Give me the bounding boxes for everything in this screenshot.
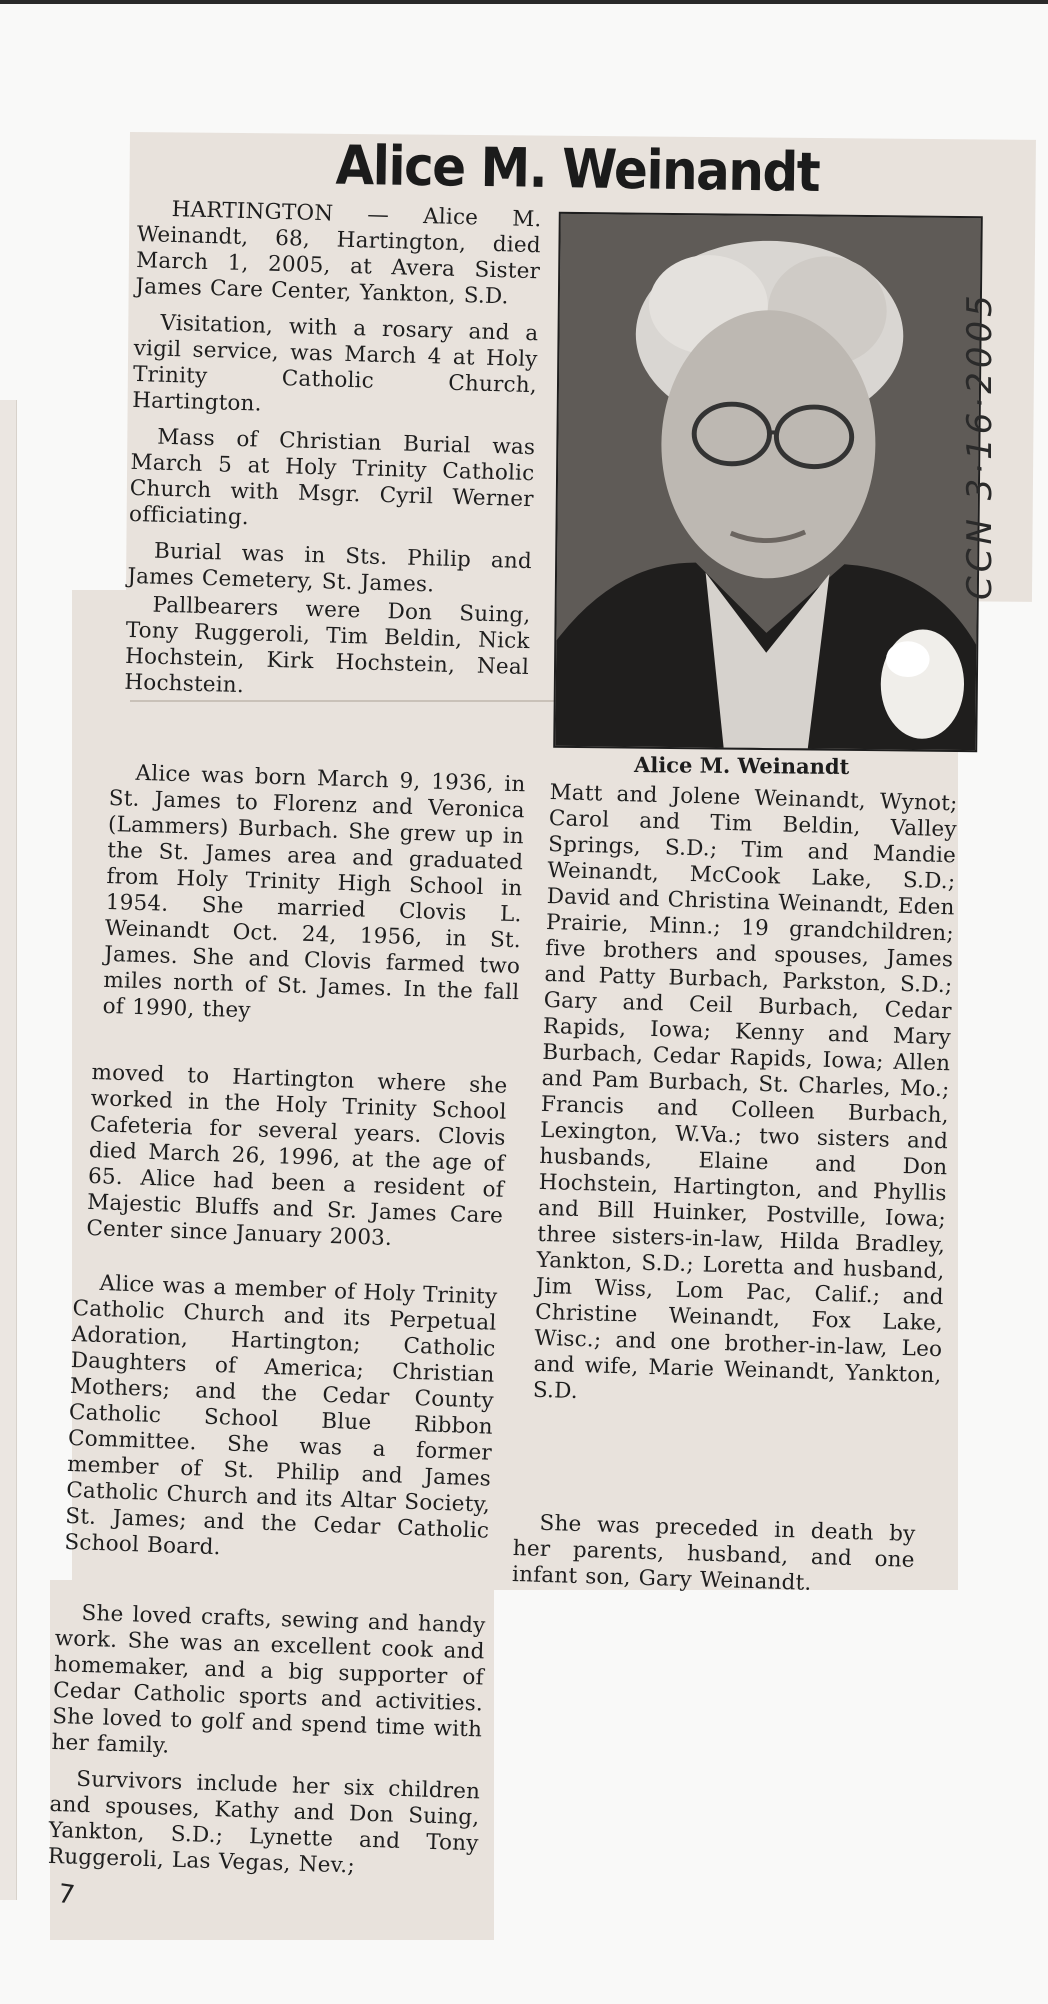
adjacent-clipping-scrap [0,400,17,1900]
paragraph-biography: Alice was born March 9, 1936, in St. James to Florenz and Veronica (Lammers) Burbach. She grew up in the St. James area and graduated from Holy Trinity High School in 1954. She married Clovis L. Weinandt Oct. 24, 1956, in St. James. She and Clovis farmed two miles north of St. James. In the fall of 1990, they [102,760,526,1024]
paragraph-memberships: Alice was a member of Holy Trinity Catholic Church and its Perpetual Adoration, Hartington; Catholic Daughters of America; Christian Mothers; and the Cedar County Catholic School Blue Ribbon Committee. She was a former member of St. Philip and James Catholic Church and its Altar Society, St. James; and the Cedar Catholic School Board. [64,1270,498,1561]
paragraph-survivors: Survivors include her six children and spouses, Kathy and Don Suing, Yankton, S.D.; Lynette and Tony Ruggeroli, Las Vegas, Nev.; [47,1766,481,1879]
column-1-hartington [86,1060,508,1266]
paragraph-survivors-continued: Matt and Jolene Weinandt, Wynot; Carol and Tim Beldin, Valley Springs, S.D.; Tim and Mandie Weinandt, McCook Lake, S.D.; David and Christina Weinandt, Eden Prairie, Minn.; 19 grandchildren; five brothers and spouses, James and Patty Burbach, Parkston, S.D.; Gary and Ceil Burbach, Cedar Rapids, Iowa; Kenny and Mary Burbach, Cedar Rapids, Iowa; Allen and Pam Burbach, St. Charles, Mo.; Francis and Colleen Burbach, Lexington, W.Va.; two sisters and husbands, Elaine and Don Hochstein, Hartington, and Phyllis and Bill Huinker, Postville, Iowa; three sisters-in-law, Hilda Bradley, Yankton, S.D.; Loretta and husband, Jim Wiss, Lom Pac, Calif.; and Christine Weinandt, Fox Lake, Wisc.; and one brother-in-law, Leo and wife, Marie Weinandt, Yankton, S.D. [532,780,958,1405]
paragraph-visitation: Visitation, with a rosary and a vigil service, was March 4 at Holy Trinity Catholic Church, Hartington. [131,310,539,417]
column-1-memberships [64,1270,498,1581]
column-1-biography [102,760,526,1042]
paragraph-hartington: moved to Hartington where she worked in the Holy Trinity School Cafeteria for several years. Clovis died March 26, 1996, at the age of 65. Alice had been a resident of Majestic Bluffs and Sr. James Care Center since January 2003. [85,1060,508,1252]
handwritten-mark: 7 [55,1878,77,1912]
column-2-survivors [532,780,958,1425]
paragraph-mass: Mass of Christian Burial was March 5 at Holy Trinity Catholic Church with Msgr. Cyril Werner officiating. [128,424,536,531]
obituary-headline: Alice M. Weinandt [335,134,820,204]
column-2-preceded [511,1510,915,1610]
handwritten-date-note: CCN 3·16·2005 [960,291,1000,600]
paragraph-pallbearers: Pallbearers were Don Suing, Tony Ruggeroli, Tim Beldin, Nick Hochstein, Kirk Hochstein, Neal Hochstein. [124,592,531,699]
paragraph-preceded-in-death: She was preceded in death by her parents, husband, and one infant son, Gary Weinandt. [511,1510,916,1596]
paragraph-hobbies: She loved crafts, sewing and handy work. She was an excellent cook and homemaker, and a big supporter of Cedar Catholic sports and activities. She loved to golf and spend time with her family. [51,1600,486,1759]
paragraph-burial: Burial was in Sts. Philip and James Cemetery, St. James. [127,538,533,598]
photo-caption: Alice M. Weinandt [633,752,850,779]
column-1-bottom [47,1600,486,1893]
paragraph-intro: HARTINGTON — Alice M. Weinandt, 68, Hartington, died March 1, 2005, at Avera Sister James Care Center, Yankton, S.D. [135,196,542,310]
column-1-top [124,196,542,717]
scan-edge [0,0,1048,4]
portrait-photo [553,212,983,752]
